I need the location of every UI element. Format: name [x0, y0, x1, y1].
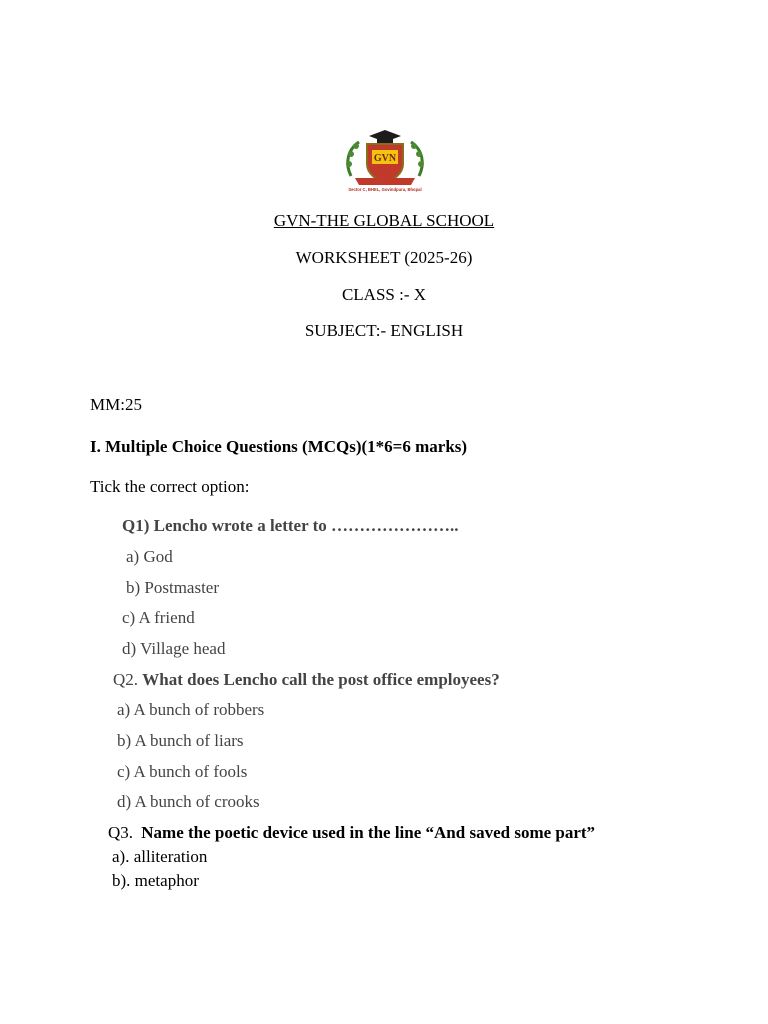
- q1-option-b: b) Postmaster: [126, 578, 220, 597]
- q2-option-c: c) A bunch of fools: [117, 762, 248, 781]
- logo-letters: GVN: [373, 153, 397, 164]
- instruction-text: Tick the correct option:: [90, 477, 250, 496]
- q1-option-c: c) A friend: [122, 608, 195, 627]
- question-2-number: Q2.: [113, 670, 139, 689]
- school-logo: [337, 128, 433, 194]
- question-2-text: What does Lencho call the post office employees?: [142, 670, 500, 689]
- section-title: I. Multiple Choice Questions (MCQs)(1*6=6 marks): [90, 437, 468, 456]
- question-3-text: Name the poetic device used in the line “And saved some part”: [141, 823, 596, 842]
- logo-caption: Sector C, BHEL, Govindpura, Bhopal: [348, 187, 422, 192]
- question-2: [113, 670, 500, 690]
- question-3: [108, 823, 595, 843]
- q3-option-b: b). metaphor: [112, 871, 199, 890]
- q3-option-a: a). alliteration: [112, 847, 208, 866]
- worksheet-title: WORKSHEET (2025-26): [295, 248, 473, 267]
- class-label: CLASS :- X: [341, 285, 427, 304]
- max-marks: MM:25: [90, 395, 142, 414]
- q1-option-a: a) God: [126, 547, 173, 566]
- subject-label: SUBJECT:- ENGLISH: [304, 321, 464, 340]
- q1-option-d: d) Village head: [122, 639, 226, 658]
- q2-option-b: b) A bunch of liars: [117, 731, 244, 750]
- question-3-number: Q3.: [108, 823, 134, 842]
- question-1: Q1) Lencho wrote a letter to …………………..: [122, 516, 459, 535]
- q2-option-d: d) A bunch of crooks: [117, 792, 260, 811]
- school-name: GVN-THE GLOBAL SCHOOL: [273, 211, 495, 230]
- q2-option-a: a) A bunch of robbers: [117, 700, 265, 719]
